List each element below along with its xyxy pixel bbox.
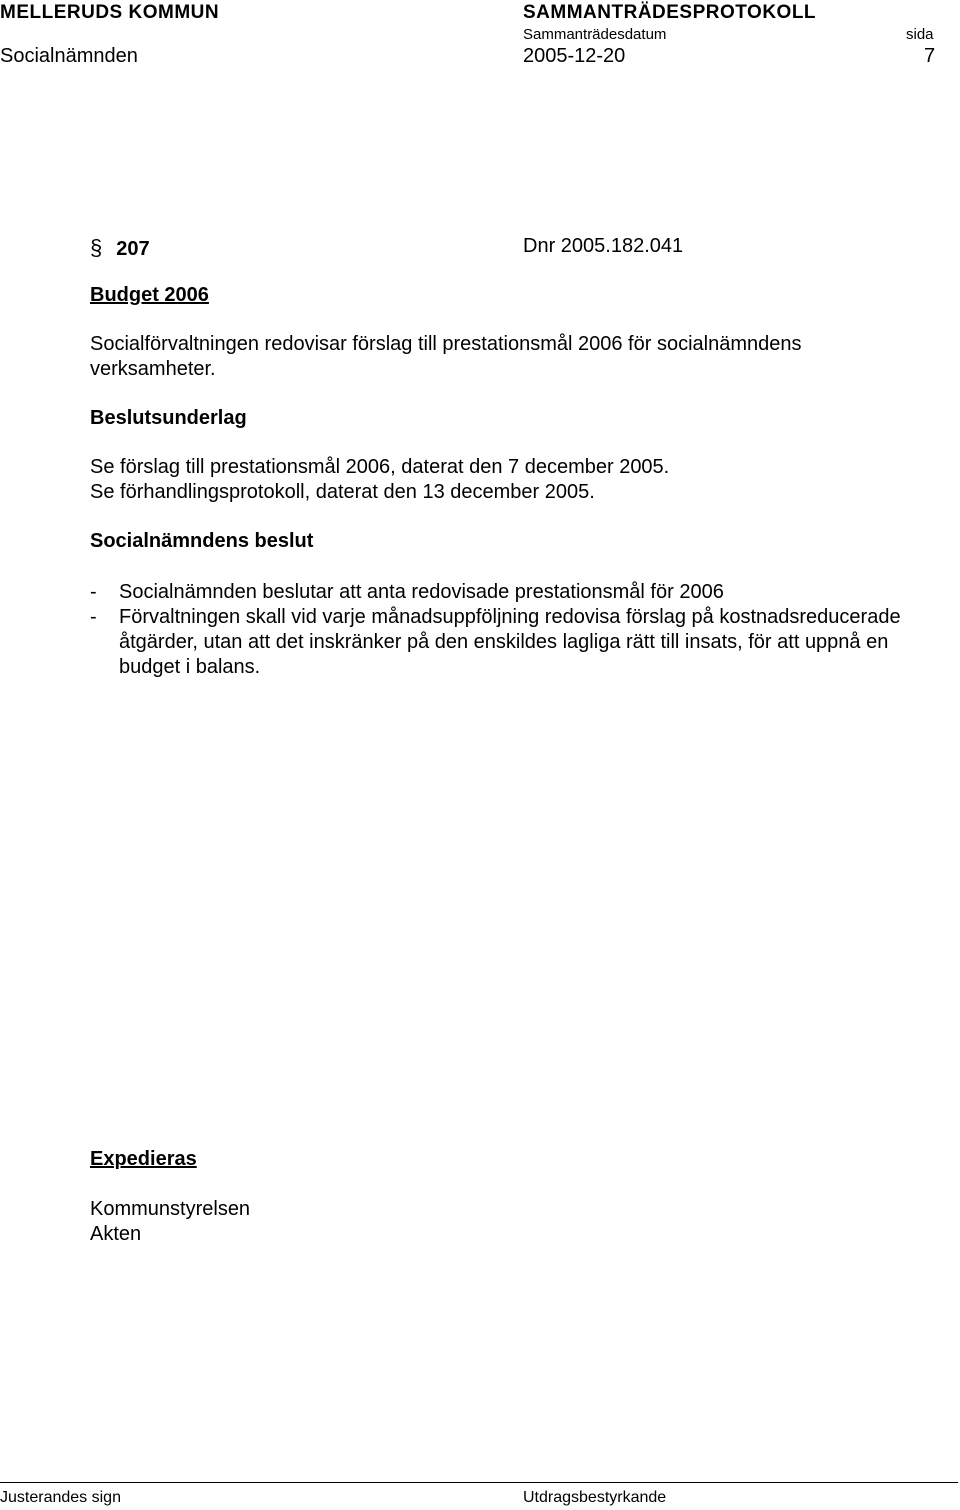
basis-line-2: Se förhandlingsprotokoll, daterat den 13 december 2005. [90,481,595,503]
subject-title: Budget 2006 [90,284,209,306]
section-heading [90,235,150,261]
committee-name: Socialnämnden [0,45,138,67]
page-label: sida [906,26,934,43]
meeting-date-label: Sammanträdesdatum [523,26,667,43]
recipient: Akten [90,1223,142,1245]
section-symbol: § [90,235,103,260]
certification-label: Utdragsbestyrkande [523,1489,667,1506]
intro-line-1: Socialförvaltningen redovisar förslag till prestationsmål 2006 för socialnämndens [90,333,802,355]
list-dash: - [90,606,97,628]
intro-line-2: verksamheter. [90,358,216,380]
recipient: Kommunstyrelsen [90,1198,251,1220]
organization-name: MELLERUDS KOMMUN [0,2,220,23]
basis-heading: Beslutsunderlag [90,407,247,429]
section-number: 207 [116,238,150,260]
basis-line-1: Se förslag till prestationsmål 2006, daterat den 7 december 2005. [90,456,670,478]
registration-number: Dnr 2005.182.041 [523,235,684,257]
document-type: SAMMANTRÄDESPROTOKOLL [523,2,817,23]
distribution-heading: Expedieras [90,1148,197,1170]
decision-text: Förvaltningen skall vid varje månadsuppföljning redovisa förslag på kostnadsreducerade åtgärder, utan att det inskränker på den enskildes lagliga rätt till insats, för att uppnå en budget i balans. [119,606,901,678]
decision-list [90,580,940,680]
page-number: 7 [924,45,936,67]
decision-heading: Socialnämndens beslut [90,530,314,552]
decision-text: Socialnämnden beslutar att anta redovisade prestationsmål för 2006 [119,581,724,603]
signature-label: Justerandes sign [0,1489,121,1506]
footer-divider [0,1482,958,1483]
decision-item [90,605,940,680]
decision-item [90,580,940,605]
meeting-date: 2005-12-20 [523,45,626,67]
list-dash: - [90,581,97,603]
